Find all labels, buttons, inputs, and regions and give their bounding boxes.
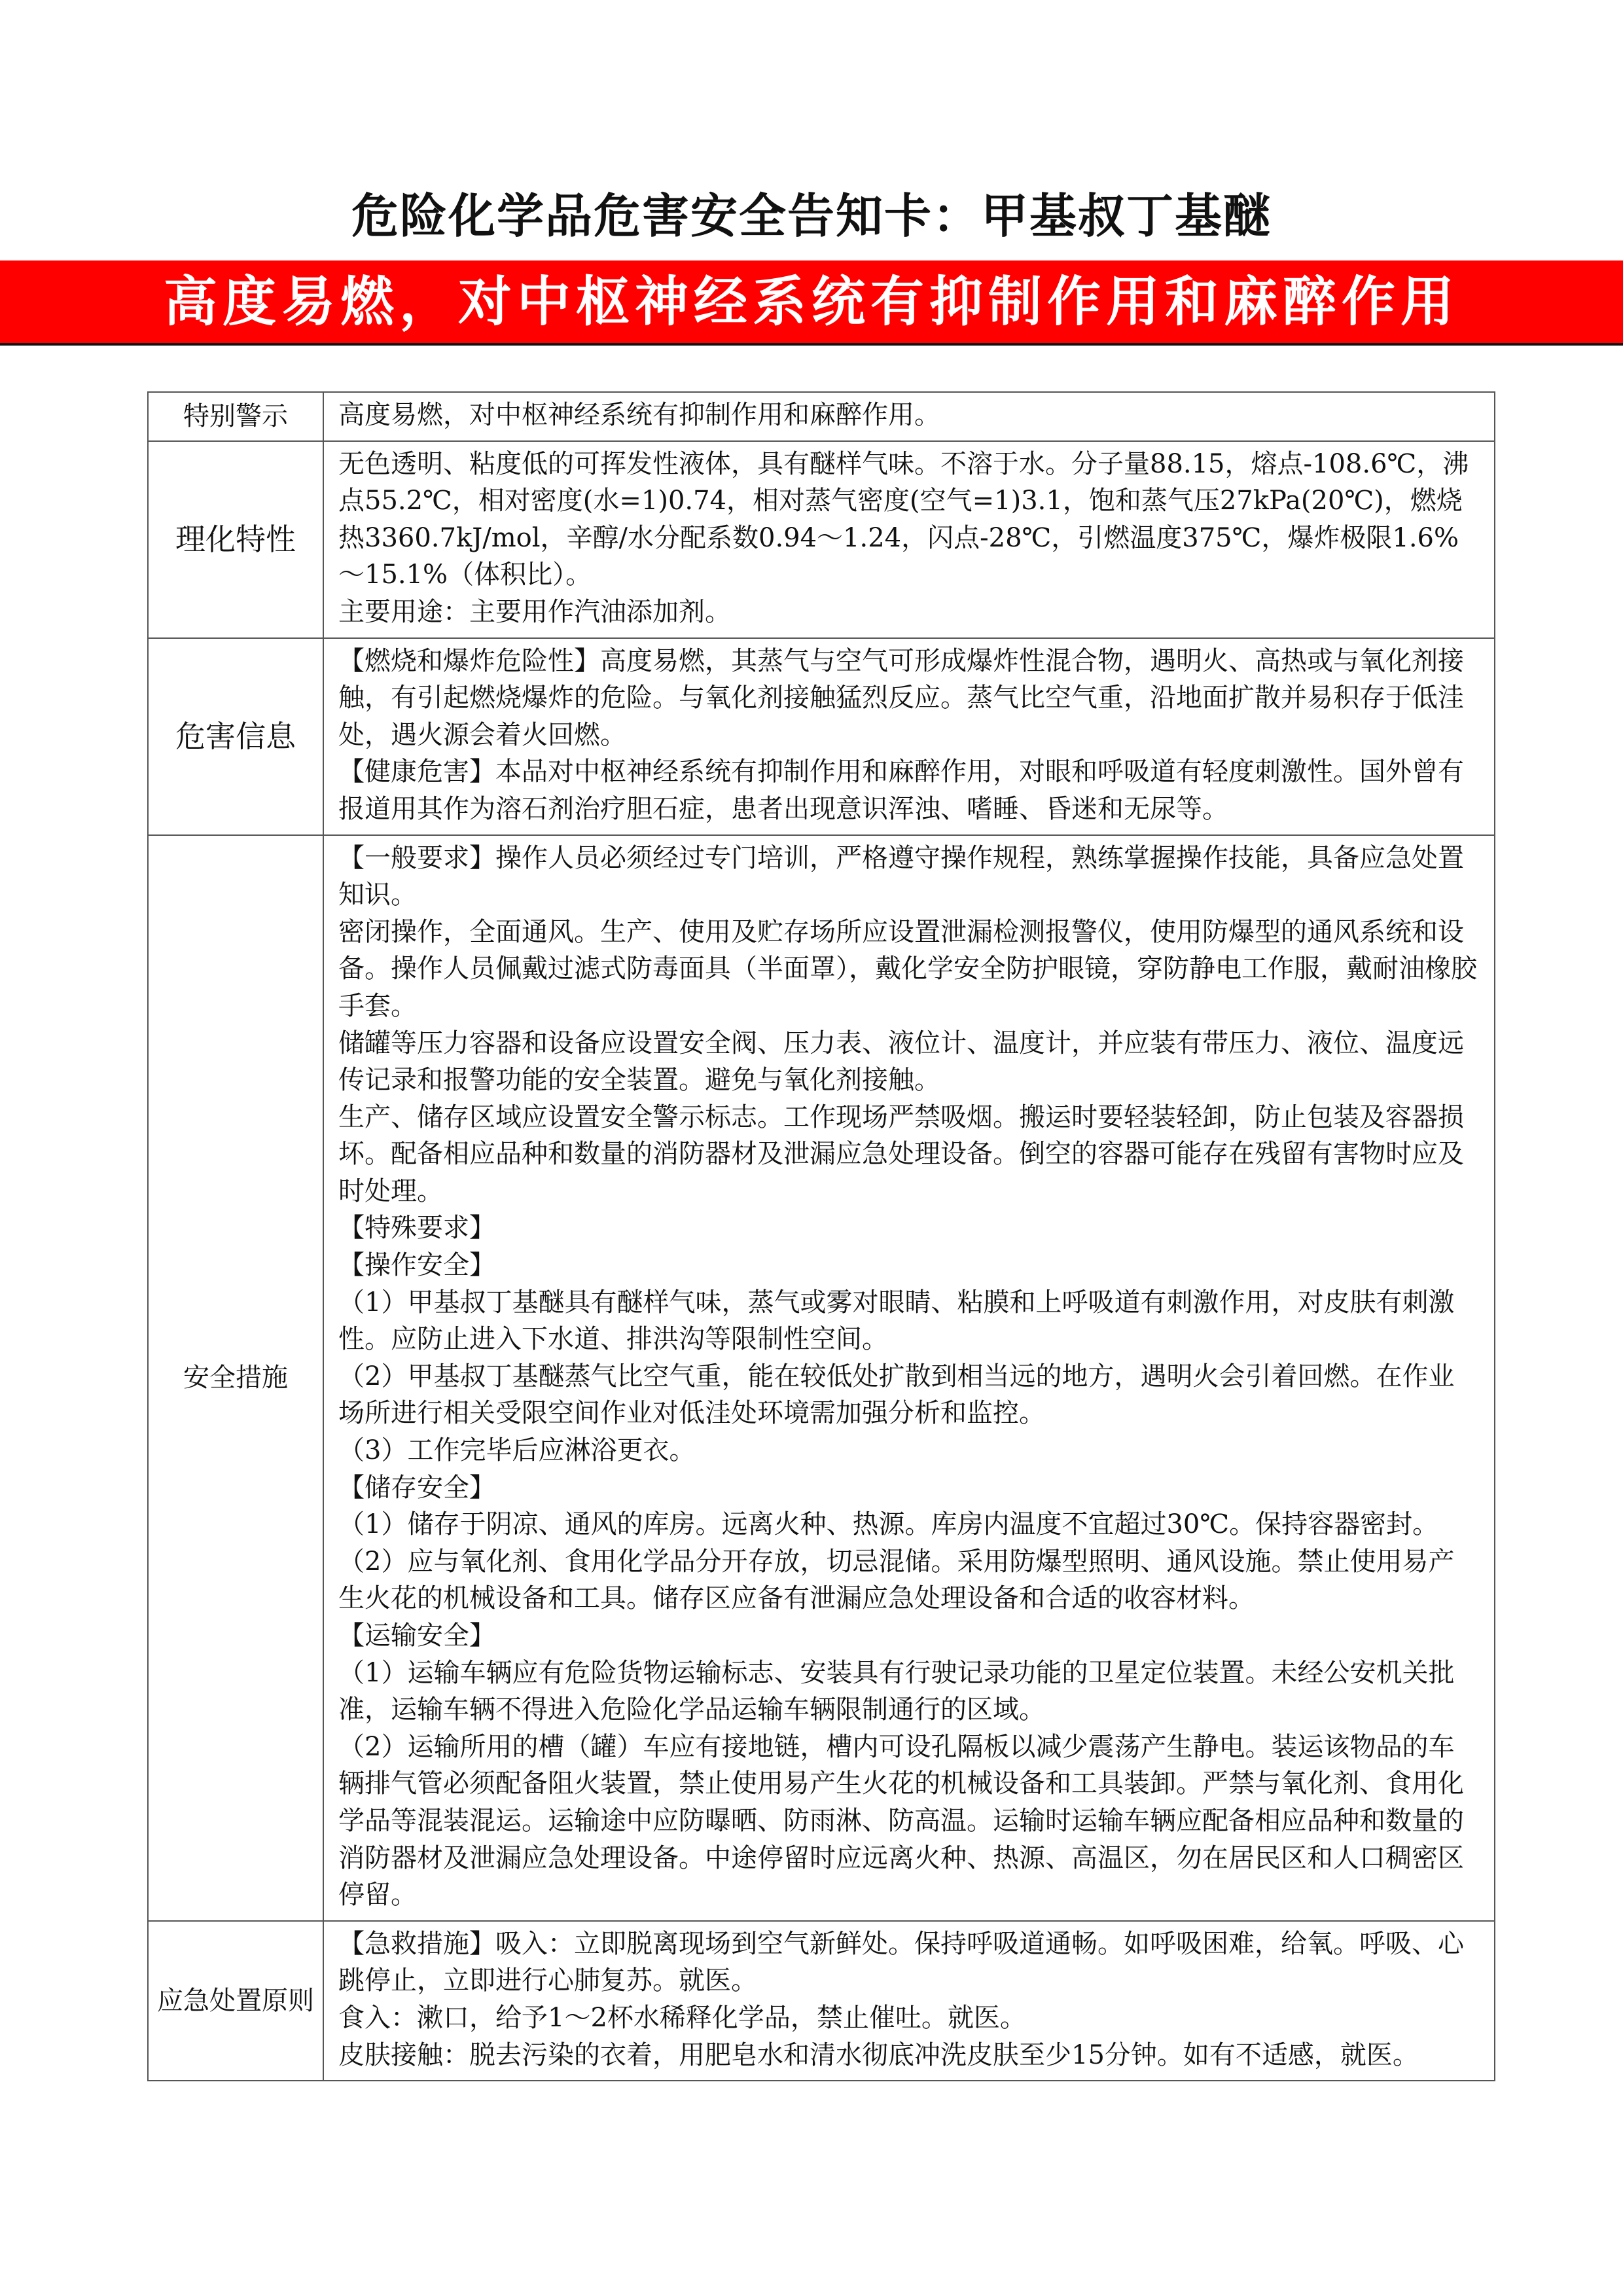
row-content-properties	[323, 441, 1495, 638]
content-line: 【一般要求】操作人员必须经过专门培训，严格遵守操作规程，熟练掌握操作技能，具备应急处置知识。	[338, 842, 1464, 910]
content-line: 【特殊要求】	[338, 1213, 495, 1244]
content-line: （2）甲基叔丁基醚蒸气比空气重，能在较低处扩散到相当远的地方，遇明火会引着回燃。在作业场所进行相关受限空间作业对低洼处环境需加强分析和监控。	[338, 1361, 1455, 1429]
hazard-card-table	[147, 391, 1495, 2081]
content-line: 主要用途：主要用作汽油添加剂。	[338, 596, 731, 627]
row-label-hazard-info: 危害信息	[148, 638, 323, 835]
row-label-safety-measures: 安全措施	[148, 835, 323, 1921]
content-line: 密闭操作，全面通风。生产、使用及贮存场所应设置泄漏检测报警仪，使用防爆型的通风系统和设备。操作人员佩戴过滤式防毒面具（半面罩），戴化学安全防护眼镜，穿防静电工作服，戴耐油橡胶手套。	[338, 916, 1477, 1021]
content-line: 【健康危害】本品对中枢神经系统有抑制作用和麻醉作用，对眼和呼吸道有轻度刺激性。国外曾有报道用其作为溶石剂治疗胆石症，患者出现意识浑浊、嗜睡、昏迷和无尿等。	[338, 757, 1464, 824]
content-line: 食入：漱口，给予1～2杯水稀释化学品，禁止催吐。就医。	[338, 2002, 1026, 2033]
content-line: （3）工作完毕后应淋浴更衣。	[338, 1435, 696, 1466]
content-line: （1）甲基叔丁基醚具有醚样气味，蒸气或雾对眼睛、粘膜和上呼吸道有刺激作用，对皮肤有刺激性。应防止进入下水道、排洪沟等限制性空间。	[338, 1287, 1455, 1355]
content-line: 【运输安全】	[338, 1621, 495, 1651]
table-row	[148, 1921, 1495, 2081]
content-line: 生产、储存区域应设置安全警示标志。工作现场严禁吸烟。搬运时要轻装轻卸，防止包装及容器损坏。配备相应品种和数量的消防器材及泄漏应急处理设备。倒空的容器可能存在残留有害物时应及时处理。	[338, 1102, 1464, 1206]
content-line: 无色透明、粘度低的可挥发性液体，具有醚样气味。不溶于水。分子量88.15，熔点-108.6℃，沸点55.2℃，相对密度(水=1)0.74，相对蒸气密度(空气=1)3.1，饱和蒸气压27kPa(20℃)，燃烧热3360.7kJ/mol，辛醇/水分配系数0.94～1.24，闪点-28℃，引燃温度375℃，爆炸极限1.6%～15.1%（体积比）。	[338, 448, 1469, 590]
content-line: （2）应与氧化剂、食用化学品分开存放，切忌混储。采用防爆型照明、通风设施。禁止使用易产生火花的机械设备和工具。储存区应备有泄漏应急处理设备和合适的收容材料。	[338, 1546, 1455, 1614]
row-label-special-warning: 特别警示	[148, 392, 323, 441]
content-line: 高度易燃，对中枢神经系统有抑制作用和麻醉作用。	[338, 400, 940, 430]
table-row	[148, 392, 1495, 441]
row-content-safety-measures	[323, 835, 1495, 1921]
table-row	[148, 441, 1495, 638]
content-line: 【操作安全】	[338, 1250, 495, 1281]
content-line: （2）运输所用的槽（罐）车应有接地链，槽内可设孔隔板以减少震荡产生静电。装运该物品的车辆排气管必须配备阻火装置，禁止使用易产生火花的机械设备和工具装卸。严禁与氧化剂、食用化学品等混装混运。运输途中应防曝晒、防雨淋、防高温。运输时运输车辆应配备相应品种和数量的消防器材及泄漏应急处理设备。中途停留时应远离火种、热源、高温区，勿在居民区和人口稠密区停留。	[338, 1731, 1464, 1910]
row-content-hazard-info	[323, 638, 1495, 835]
hazard-banner: 高度易燃，对中枢神经系统有抑制作用和麻醉作用	[0, 260, 1623, 346]
content-line: 皮肤接触：脱去污染的衣着，用肥皂水和清水彻底冲洗皮肤至少15分钟。如有不适感，就医。	[338, 2039, 1419, 2070]
content-line: （1）储存于阴凉、通风的库房。远离火种、热源。库房内温度不宜超过30℃。保持容器密封。	[338, 1509, 1439, 1540]
table-row	[148, 835, 1495, 1921]
content-line: 【急救措施】吸入：立即脱离现场到空气新鲜处。保持呼吸道通畅。如呼吸困难，给氧。呼吸、心跳停止，立即进行心肺复苏。就医。	[338, 1928, 1464, 1996]
content-line: 储罐等压力容器和设备应设置安全阀、压力表、液位计、温度计，并应装有带压力、液位、温度远传记录和报警功能的安全装置。避免与氧化剂接触。	[338, 1028, 1464, 1096]
content-line: 【燃烧和爆炸危险性】高度易燃，其蒸气与空气可形成爆炸性混合物，遇明火、高热或与氧化剂接触，有引起燃烧爆炸的危险。与氧化剂接触猛烈反应。蒸气比空气重，沿地面扩散并易积存于低洼处，遇火源会着火回燃。	[338, 645, 1464, 750]
row-content-emergency	[323, 1921, 1495, 2081]
row-label-emergency: 应急处置原则	[148, 1921, 323, 2081]
content-line: （1）运输车辆应有危险货物运输标志、安装具有行驶记录功能的卫星定位装置。未经公安机关批准，运输车辆不得进入危险化学品运输车辆限制通行的区域。	[338, 1657, 1455, 1725]
content-line: 【储存安全】	[338, 1472, 495, 1503]
table-row	[148, 638, 1495, 835]
row-label-properties: 理化特性	[148, 441, 323, 638]
page-title: 危险化学品危害安全告知卡：甲基叔丁基醚	[351, 188, 1272, 243]
row-content-special-warning	[323, 392, 1495, 441]
